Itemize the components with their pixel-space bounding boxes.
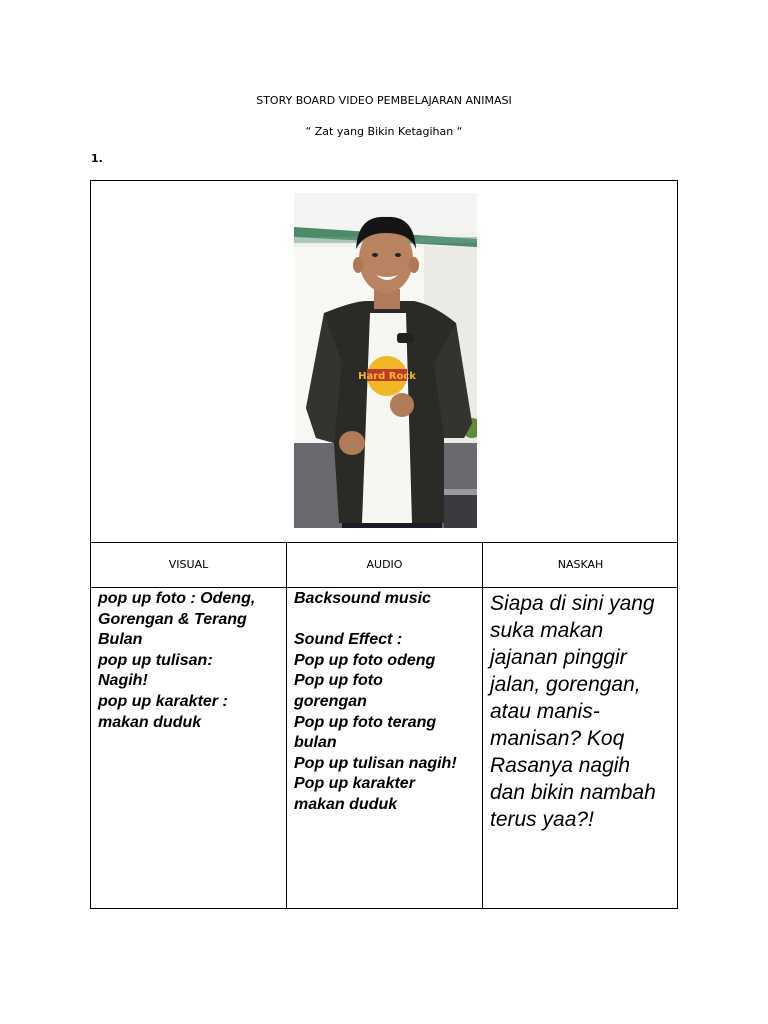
shirt-logo-text: Hard Rock <box>358 371 416 382</box>
naskah-line: Rasanya nagih <box>490 754 631 777</box>
scene-photo-frame <box>90 180 678 543</box>
visual-line: Bulan <box>98 631 143 649</box>
presenter-photo <box>294 193 477 528</box>
visual-cell <box>98 589 255 733</box>
audio-line: Pop up foto odeng <box>294 651 436 669</box>
header-audio: AUDIO <box>366 558 403 571</box>
naskah-line: suka makan <box>490 619 604 642</box>
audio-line: gorengan <box>294 692 367 710</box>
visual-line: makan duduk <box>98 713 202 731</box>
naskah-line: jalan, gorengan, <box>490 673 641 696</box>
document-title: STORY BOARD VIDEO PEMBELAJARAN ANIMASI <box>256 94 512 107</box>
audio-line: bulan <box>294 734 337 752</box>
naskah-line: dan bikin nambah <box>490 781 656 804</box>
naskah-line: Siapa di sini yang <box>490 592 655 615</box>
visual-line: Gorengan & Terang <box>98 610 247 628</box>
audio-line: Pop up foto <box>294 672 383 690</box>
header-naskah: NASKAH <box>557 558 604 571</box>
storyboard-table <box>90 542 678 909</box>
audio-line: Pop up karakter <box>294 775 415 793</box>
column-divider <box>286 543 287 908</box>
audio-line: Sound Effect : <box>294 631 403 649</box>
audio-line: Pop up tulisan nagih! <box>294 754 457 772</box>
audio-line: makan duduk <box>294 795 398 813</box>
naskah-line: manisan? Koq <box>490 727 625 750</box>
naskah-line: atau manis- <box>490 700 600 723</box>
visual-line: pop up karakter : <box>98 692 228 710</box>
audio-line: Backsound music <box>294 590 431 607</box>
naskah-line: jajanan pinggir <box>490 646 627 669</box>
document-subtitle: “ Zat yang Bikin Ketagihan “ <box>305 125 463 138</box>
visual-line: pop up tulisan: <box>98 651 213 669</box>
naskah-cell <box>490 590 656 833</box>
header-visual: VISUAL <box>168 558 209 571</box>
visual-line: Nagih! <box>98 672 148 690</box>
visual-line: pop up foto : Odeng, <box>98 590 256 607</box>
audio-cell <box>294 589 457 816</box>
naskah-line: terus yaa?! <box>490 808 594 831</box>
column-divider <box>482 543 483 908</box>
scene-number: 1. <box>91 152 103 165</box>
audio-line: Pop up foto terang <box>294 713 437 731</box>
header-divider <box>91 587 677 588</box>
